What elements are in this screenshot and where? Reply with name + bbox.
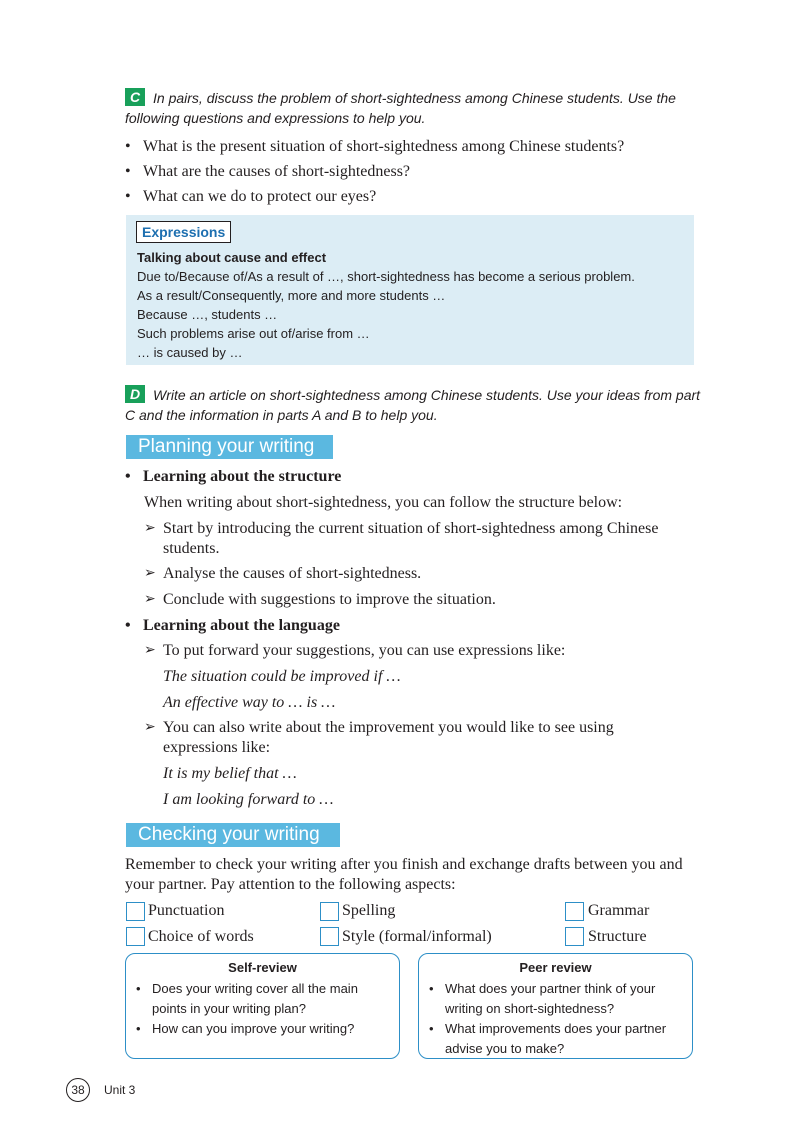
- structure-label: Structure: [588, 928, 647, 945]
- part-c-badge: C: [125, 88, 145, 106]
- peer-review-box: [418, 953, 693, 1059]
- language-item: ➢ To put forward your suggestions, you can use expressions like:: [144, 642, 566, 659]
- part-c-instruction: [125, 88, 685, 128]
- structure-intro: When writing about short-sightedness, you can follow the structure below:: [144, 494, 623, 511]
- self-review-item: • Does your writing cover all the main points in your writing plan?: [136, 981, 358, 1016]
- choice-of-words-checkbox[interactable]: [126, 927, 145, 946]
- planning-heading: Planning your writing: [126, 435, 333, 459]
- part-d-instruction: [125, 385, 705, 425]
- peer-review-item: • What improvements does your partner advise you to make?: [429, 1021, 667, 1056]
- expressions-subtitle: Talking about cause and effect: [137, 250, 327, 265]
- structure-checkbox[interactable]: [565, 927, 584, 946]
- peer-review-item: • What does your partner think of your writing on short-sightedness?: [429, 981, 656, 1016]
- punctuation-checkbox[interactable]: [126, 902, 145, 921]
- language-example: I am looking forward to …: [163, 791, 334, 808]
- structure-item: ➢ Analyse the causes of short-sightedness.: [144, 565, 422, 582]
- self-review-title: Self-review: [228, 960, 297, 975]
- expression-line: Because …, students …: [137, 307, 278, 322]
- expressions-title: Expressions: [136, 221, 231, 243]
- structure-title: • Learning about the structure: [125, 468, 342, 485]
- question-item: • What are the causes of short-sightedness?: [125, 163, 411, 180]
- language-item: ➢ You can also write about the improvement you would like to see using expressions like:: [144, 719, 614, 756]
- expression-line: As a result/Consequently, more and more students …: [137, 288, 446, 303]
- unit-label: Unit 3: [104, 1083, 136, 1097]
- expression-line: Such problems arise out of/arise from …: [137, 326, 370, 341]
- expressions-box: [126, 215, 694, 365]
- style-label: Style (formal/informal): [342, 928, 492, 945]
- grammar-checkbox[interactable]: [565, 902, 584, 921]
- question-item: • What is the present situation of short-sightedness among Chinese students?: [125, 138, 625, 155]
- punctuation-label: Punctuation: [148, 902, 225, 919]
- grammar-label: Grammar: [588, 902, 650, 919]
- language-example: It is my belief that …: [163, 765, 297, 782]
- choice-of-words-label: Choice of words: [148, 928, 254, 945]
- expression-line: … is caused by …: [137, 345, 243, 360]
- spelling-label: Spelling: [342, 902, 396, 919]
- part-c-instruction-text: In pairs, discuss the problem of short-sightedness among Chinese students. Use the following questions and expressions to help you.: [125, 90, 676, 126]
- checking-intro: Remember to check your writing after you finish and exchange drafts between you and your partner. Pay attention to the following aspects:: [125, 856, 683, 893]
- question-list: [125, 137, 705, 212]
- peer-review-title: Peer review: [519, 960, 592, 975]
- spelling-checkbox[interactable]: [320, 902, 339, 921]
- expression-line: Due to/Because of/As a result of …, short-sightedness has become a serious problem.: [137, 269, 635, 284]
- structure-item: ➢ Start by introducing the current situation of short-sightedness among Chinese students.: [144, 520, 659, 557]
- style-checkbox[interactable]: [320, 927, 339, 946]
- question-item: • What can we do to protect our eyes?: [125, 188, 377, 205]
- structure-item: ➢ Conclude with suggestions to improve the situation.: [144, 591, 496, 608]
- part-d-badge: D: [125, 385, 145, 403]
- self-review-box: [125, 953, 400, 1059]
- checking-heading: Checking your writing: [126, 823, 340, 847]
- language-title: • Learning about the language: [125, 617, 340, 634]
- language-example: An effective way to … is …: [163, 694, 336, 711]
- planning-section: [125, 467, 705, 816]
- language-example: The situation could be improved if …: [163, 668, 401, 685]
- self-review-item: • How can you improve your writing?: [136, 1021, 355, 1036]
- part-d-instruction-text: Write an article on short-sightedness among Chinese students. Use your ideas from part C and the information in parts A and B to help you.: [125, 387, 701, 423]
- page-number: 38: [66, 1078, 90, 1102]
